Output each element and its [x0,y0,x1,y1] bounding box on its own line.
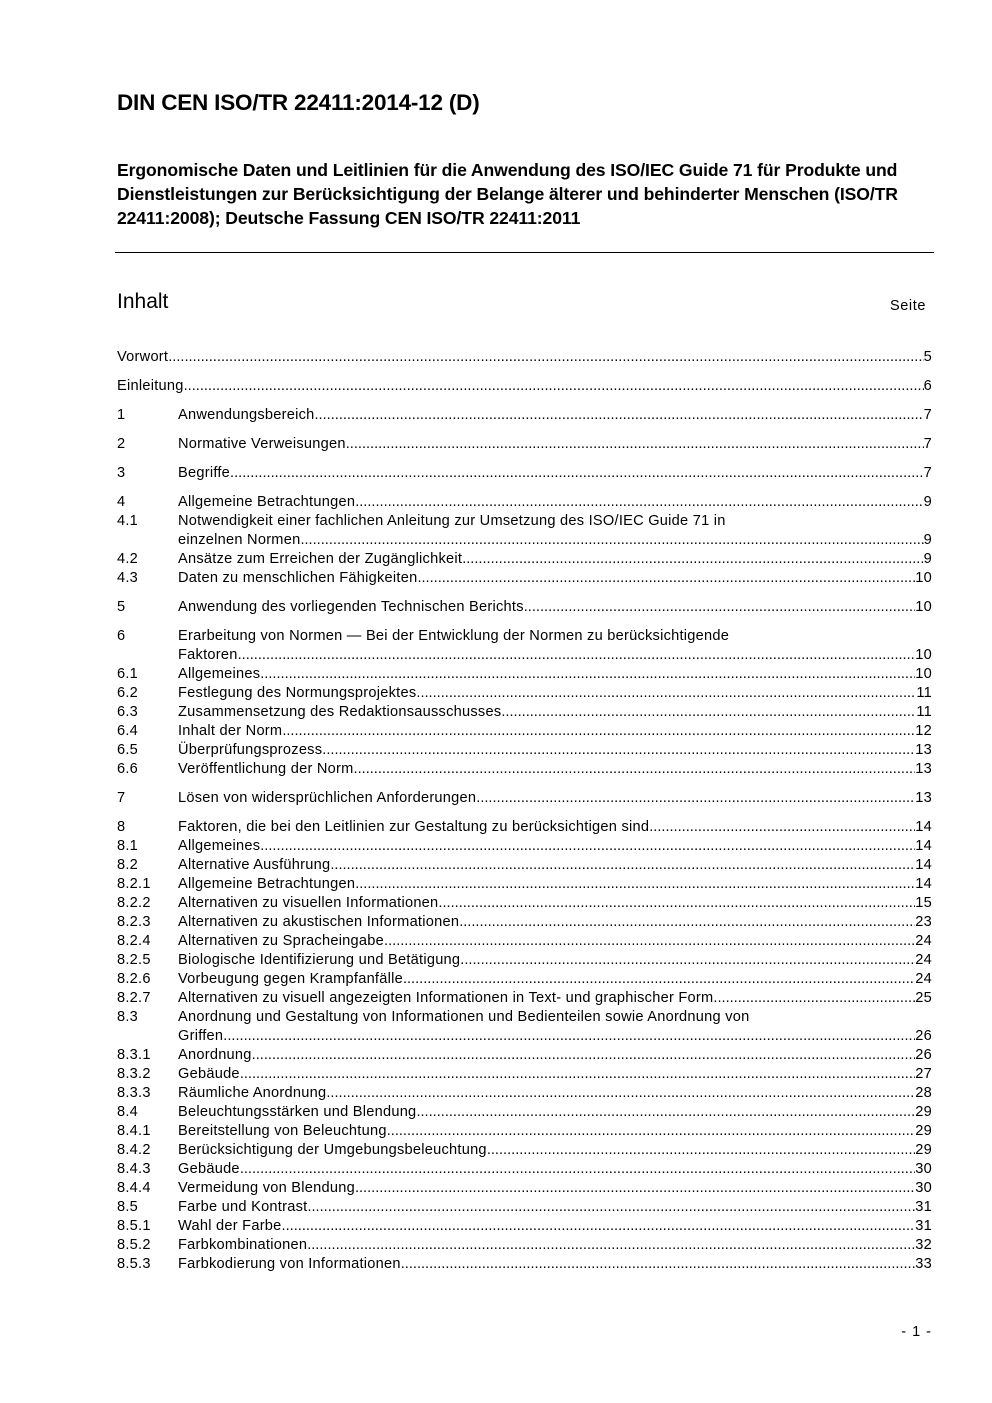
dot-leader [346,435,924,454]
toc-entry-number: 2 [117,436,126,452]
toc-entry-title: Anordnung [178,1047,252,1063]
toc-entry-page: 10 [915,647,932,663]
toc-entry[interactable] [117,464,932,483]
toc-entry-page: 11 [916,704,932,720]
toc-entry-number: 8.2.3 [117,914,151,930]
toc-entry[interactable] [117,1217,932,1236]
toc-entry-title: Wahl der Farbe [178,1218,282,1234]
toc-entry[interactable] [117,989,932,1008]
toc-entry-page: 6 [923,378,932,394]
dot-leader [240,1160,915,1179]
toc-entry-title: Anwendungsbereich [178,407,315,423]
toc-entry[interactable] [117,627,932,665]
toc-entry-page: 13 [915,761,932,777]
dot-leader [460,951,915,970]
dot-leader [307,1236,915,1255]
toc-entry-title: Vorwort [117,349,169,365]
dot-leader [230,464,924,483]
toc-entry[interactable] [117,1160,932,1179]
toc-entry-title: Überprüfungsprozess [178,742,323,758]
toc-entry-page: 26 [915,1028,932,1044]
toc-entry[interactable] [117,970,932,989]
toc-entry[interactable] [117,1255,932,1274]
toc-entry-title: Ansätze zum Erreichen der Zugänglichkeit [178,551,463,567]
toc-entry[interactable] [117,1122,932,1141]
toc-entry-title: Festlegung des Normungsprojektes [178,685,417,701]
toc-entry-title-line: Anordnung und Gestaltung von Informationen und Bedienteilen sowie Anordnung von [178,1009,750,1025]
toc-entry-title: Farbe und Kontrast [178,1199,308,1215]
toc-entry-title: Veröffentlichung der Norm [178,761,354,777]
toc-entry-number: 8.4.1 [117,1123,151,1139]
toc-entry-page: 32 [915,1237,932,1253]
toc-entry-number: 8.3.2 [117,1066,151,1082]
toc-entry-page: 29 [915,1142,932,1158]
toc-heading: Inhalt [117,290,169,313]
toc-entry[interactable] [117,550,932,569]
toc-entry-title: Farbkombinationen [178,1237,308,1253]
toc-entry-number: 8.5.2 [117,1237,151,1253]
toc-entry-page: 10 [915,570,932,586]
toc-entry-page: 14 [915,838,932,854]
toc-entry-page: 9 [923,532,932,548]
toc-entry-title: Alternativen zu visuell angezeigten Informationen in Text- und graphischer Form [178,990,714,1006]
toc-entry-number: 8 [117,819,126,835]
toc-entry[interactable] [117,741,932,760]
toc-entry-number: 8.2.1 [117,876,151,892]
toc-entry-number: 5 [117,599,126,615]
toc-entry-number: 4.1 [117,513,139,529]
page-number: - 1 - [901,1324,932,1340]
toc-entry-number: 6.2 [117,685,139,701]
toc-entry-page: 14 [915,819,932,835]
dot-leader [315,406,924,425]
dot-leader [401,1255,916,1274]
toc-entry-page: 30 [915,1180,932,1196]
toc-entry-title: Alternativen zu Spracheingabe [178,933,385,949]
toc-entry[interactable] [117,789,932,808]
toc-entry[interactable] [117,703,932,722]
toc-entry-title-line: Erarbeitung von Normen — Bei der Entwicklung der Normen zu berücksichtigende [178,628,730,644]
toc-entry-title: Gebäude [178,1161,240,1177]
toc-page-column-label: Seite [889,298,926,314]
toc-entry-page: 13 [915,790,932,806]
toc-entry-page: 24 [915,971,932,987]
toc-entry[interactable] [117,1084,932,1103]
dot-leader [387,1122,916,1141]
toc-entry-number: 6.5 [117,742,139,758]
dot-leader [330,856,915,875]
toc-entry-page: 30 [915,1161,932,1177]
dot-leader [282,722,915,741]
toc-entry-title: Alternative Ausführung [178,857,331,873]
toc-entry[interactable] [117,377,932,396]
toc-entry[interactable] [117,1065,932,1084]
toc-entry-title: Beleuchtungsstärken und Blendung [178,1104,417,1120]
toc-entry-title: Allgemeine Betrachtungen [178,876,356,892]
toc-entry-number: 8.4.3 [117,1161,151,1177]
toc-entry-number: 6.6 [117,761,139,777]
dot-leader [649,818,915,837]
toc-entry-title: Allgemeine Betrachtungen [178,494,356,510]
toc-entry-number: 8.2 [117,857,139,873]
toc-entry-page: 15 [915,895,932,911]
toc-entry-page: 5 [923,349,932,365]
toc-entry-page: 24 [915,933,932,949]
toc-entry[interactable] [117,512,932,550]
toc-entry-title: Einleitung [117,378,184,394]
toc-entry-title: Vorbeugung gegen Krampfanfälle [178,971,403,987]
dot-leader [476,789,915,808]
toc-entry[interactable] [117,598,932,617]
toc-entry-page: 14 [915,857,932,873]
toc-entry-title: einzelnen Normen [178,532,301,548]
toc-entry-title: Anwendung des vorliegenden Technischen Berichts [178,599,524,615]
table-of-contents [117,348,932,1274]
dot-leader [416,1103,915,1122]
toc-entry[interactable] [117,1103,932,1122]
toc-entry-title: Bereitstellung von Beleuchtung [178,1123,387,1139]
dot-leader [355,875,915,894]
dot-leader [184,377,924,396]
toc-entry[interactable] [117,913,932,932]
toc-entry[interactable] [117,760,932,779]
dot-leader [501,703,916,722]
toc-entry-page: 31 [915,1218,932,1234]
dot-leader [487,1141,915,1160]
toc-entry-title: Zusammensetzung des Redaktionsausschusses [178,704,502,720]
toc-entry-number: 8.5.1 [117,1218,151,1234]
toc-entry[interactable] [117,435,932,454]
toc-entry-title: Faktoren, die bei den Leitlinien zur Gestaltung zu berücksichtigen sind [178,819,650,835]
toc-entry-number: 8.4.4 [117,1180,151,1196]
dot-leader [462,550,923,569]
toc-entry-title: Alternativen zu visuellen Informationen [178,895,439,911]
toc-entry[interactable] [117,1198,932,1217]
toc-entry-number: 1 [117,407,126,423]
dot-leader [238,646,916,665]
toc-entry-number: 8.4 [117,1104,139,1120]
toc-entry[interactable] [117,722,932,741]
toc-entry-page: 29 [915,1123,932,1139]
toc-entry-number: 6.4 [117,723,139,739]
toc-entry-number: 8.3.3 [117,1085,151,1101]
toc-entry-title: Inhalt der Norm [178,723,283,739]
document-title: DIN CEN ISO/TR 22411:2014-12 (D) [117,90,480,115]
toc-entry-number: 8.5.3 [117,1256,151,1272]
dot-leader [300,531,923,550]
toc-entry-number: 8.4.2 [117,1142,151,1158]
toc-entry-title: Allgemeines [178,666,261,682]
toc-entry[interactable] [117,406,932,425]
toc-entry-number: 8.5 [117,1199,139,1215]
toc-entry-title: Berücksichtigung der Umgebungsbeleuchtung [178,1142,487,1158]
toc-entry-number: 8.2.7 [117,990,151,1006]
toc-entry-page: 7 [923,407,932,423]
toc-entry-page: 28 [915,1085,932,1101]
toc-entry-number: 8.2.5 [117,952,151,968]
toc-entry-title: Griffen [178,1028,224,1044]
toc-entry-title: Farbkodierung von Informationen [178,1256,401,1272]
toc-entry-page: 31 [915,1199,932,1215]
title-divider [115,252,934,253]
toc-entry[interactable] [117,1008,932,1046]
dot-leader [355,1179,915,1198]
toc-entry-page: 26 [915,1047,932,1063]
toc-entry-title: Daten zu menschlichen Fähigkeiten [178,570,418,586]
toc-entry[interactable] [117,569,932,588]
dot-leader [322,741,915,760]
toc-entry-title: Allgemeines [178,838,261,854]
toc-entry-number: 4 [117,494,126,510]
toc-entry-title: Biologische Identifizierung und Betätigung [178,952,461,968]
dot-leader [223,1027,915,1046]
toc-entry-number: 8.2.4 [117,933,151,949]
toc-entry-page: 7 [923,436,932,452]
toc-entry-page: 14 [915,876,932,892]
toc-entry-title: Begriffe [178,465,231,481]
toc-entry-page: 25 [915,990,932,1006]
toc-entry[interactable] [117,932,932,951]
toc-entry[interactable] [117,493,932,512]
toc-entry-page: 24 [915,952,932,968]
toc-entry-number: 7 [117,790,126,806]
toc-entry[interactable] [117,1046,932,1065]
toc-entry[interactable] [117,818,932,837]
toc-entry-number: 8.3 [117,1009,139,1025]
dot-leader [384,932,915,951]
dot-leader [438,894,915,913]
dot-leader [416,684,916,703]
toc-entry-page: 12 [915,723,932,739]
toc-entry-number: 8.2.6 [117,971,151,987]
toc-entry-page: 13 [915,742,932,758]
toc-entry-title: Normative Verweisungen [178,436,346,452]
toc-entry-title: Alternativen zu akustischen Informationen [178,914,460,930]
dot-leader [403,970,915,989]
toc-entry-number: 8.2.2 [117,895,151,911]
toc-entry[interactable] [117,894,932,913]
toc-entry[interactable] [117,348,932,367]
dot-leader [354,760,916,779]
dot-leader [260,837,915,856]
toc-entry-title: Räumliche Anordnung [178,1085,327,1101]
document-subtitle: Ergonomische Daten und Leitlinien für die Anwendung des ISO/IEC Guide 71 für Produkte und Dienstleistungen zur Berücksichtigung der Belange älterer und behinderter Menschen (ISO/TR 22411:2008); Deutsche Fassung CEN ISO/TR 22411:2011 [117,160,898,228]
toc-entry-number: 6.1 [117,666,139,682]
toc-entry-number: 3 [117,465,126,481]
toc-entry-page: 10 [915,599,932,615]
dot-leader [459,913,915,932]
toc-entry-title: Vermeidung von Blendung [178,1180,355,1196]
toc-entry-page: 33 [915,1256,932,1272]
toc-entry-number: 6.3 [117,704,139,720]
dot-leader [260,665,915,684]
toc-entry-title-line: Notwendigkeit einer fachlichen Anleitung zur Umsetzung des ISO/IEC Guide 71 in [178,513,726,529]
dot-leader [168,348,923,367]
dot-leader [307,1198,915,1217]
toc-entry-number: 6 [117,628,126,644]
toc-entry[interactable] [117,856,932,875]
toc-entry-page: 10 [915,666,932,682]
dot-leader [240,1065,915,1084]
toc-entry-number: 4.3 [117,570,139,586]
dot-leader [713,989,915,1008]
toc-entry-page: 23 [915,914,932,930]
toc-entry-page: 9 [923,494,932,510]
toc-entry-page: 11 [916,685,932,701]
toc-entry-page: 29 [915,1104,932,1120]
toc-entry[interactable] [117,665,932,684]
dot-leader [326,1084,915,1103]
toc-entry[interactable] [117,1141,932,1160]
toc-entry-page: 7 [923,465,932,481]
toc-entry-page: 27 [915,1066,932,1082]
toc-entry-number: 8.3.1 [117,1047,151,1063]
toc-entry-title: Faktoren [178,647,238,663]
toc-entry-title: Gebäude [178,1066,240,1082]
toc-entry[interactable] [117,837,932,856]
toc-entry-number: 4.2 [117,551,139,567]
dot-leader [417,569,915,588]
toc-entry[interactable] [117,684,932,703]
dot-leader [355,493,923,512]
toc-entry[interactable] [117,1179,932,1198]
toc-entry[interactable] [117,951,932,970]
toc-entry[interactable] [117,875,932,894]
dot-leader [524,598,916,617]
toc-entry-title: Lösen von widersprüchlichen Anforderungen [178,790,477,806]
toc-entry[interactable] [117,1236,932,1255]
toc-entry-page: 9 [923,551,932,567]
dot-leader [252,1046,916,1065]
toc-entry-number: 8.1 [117,838,139,854]
dot-leader [282,1217,916,1236]
